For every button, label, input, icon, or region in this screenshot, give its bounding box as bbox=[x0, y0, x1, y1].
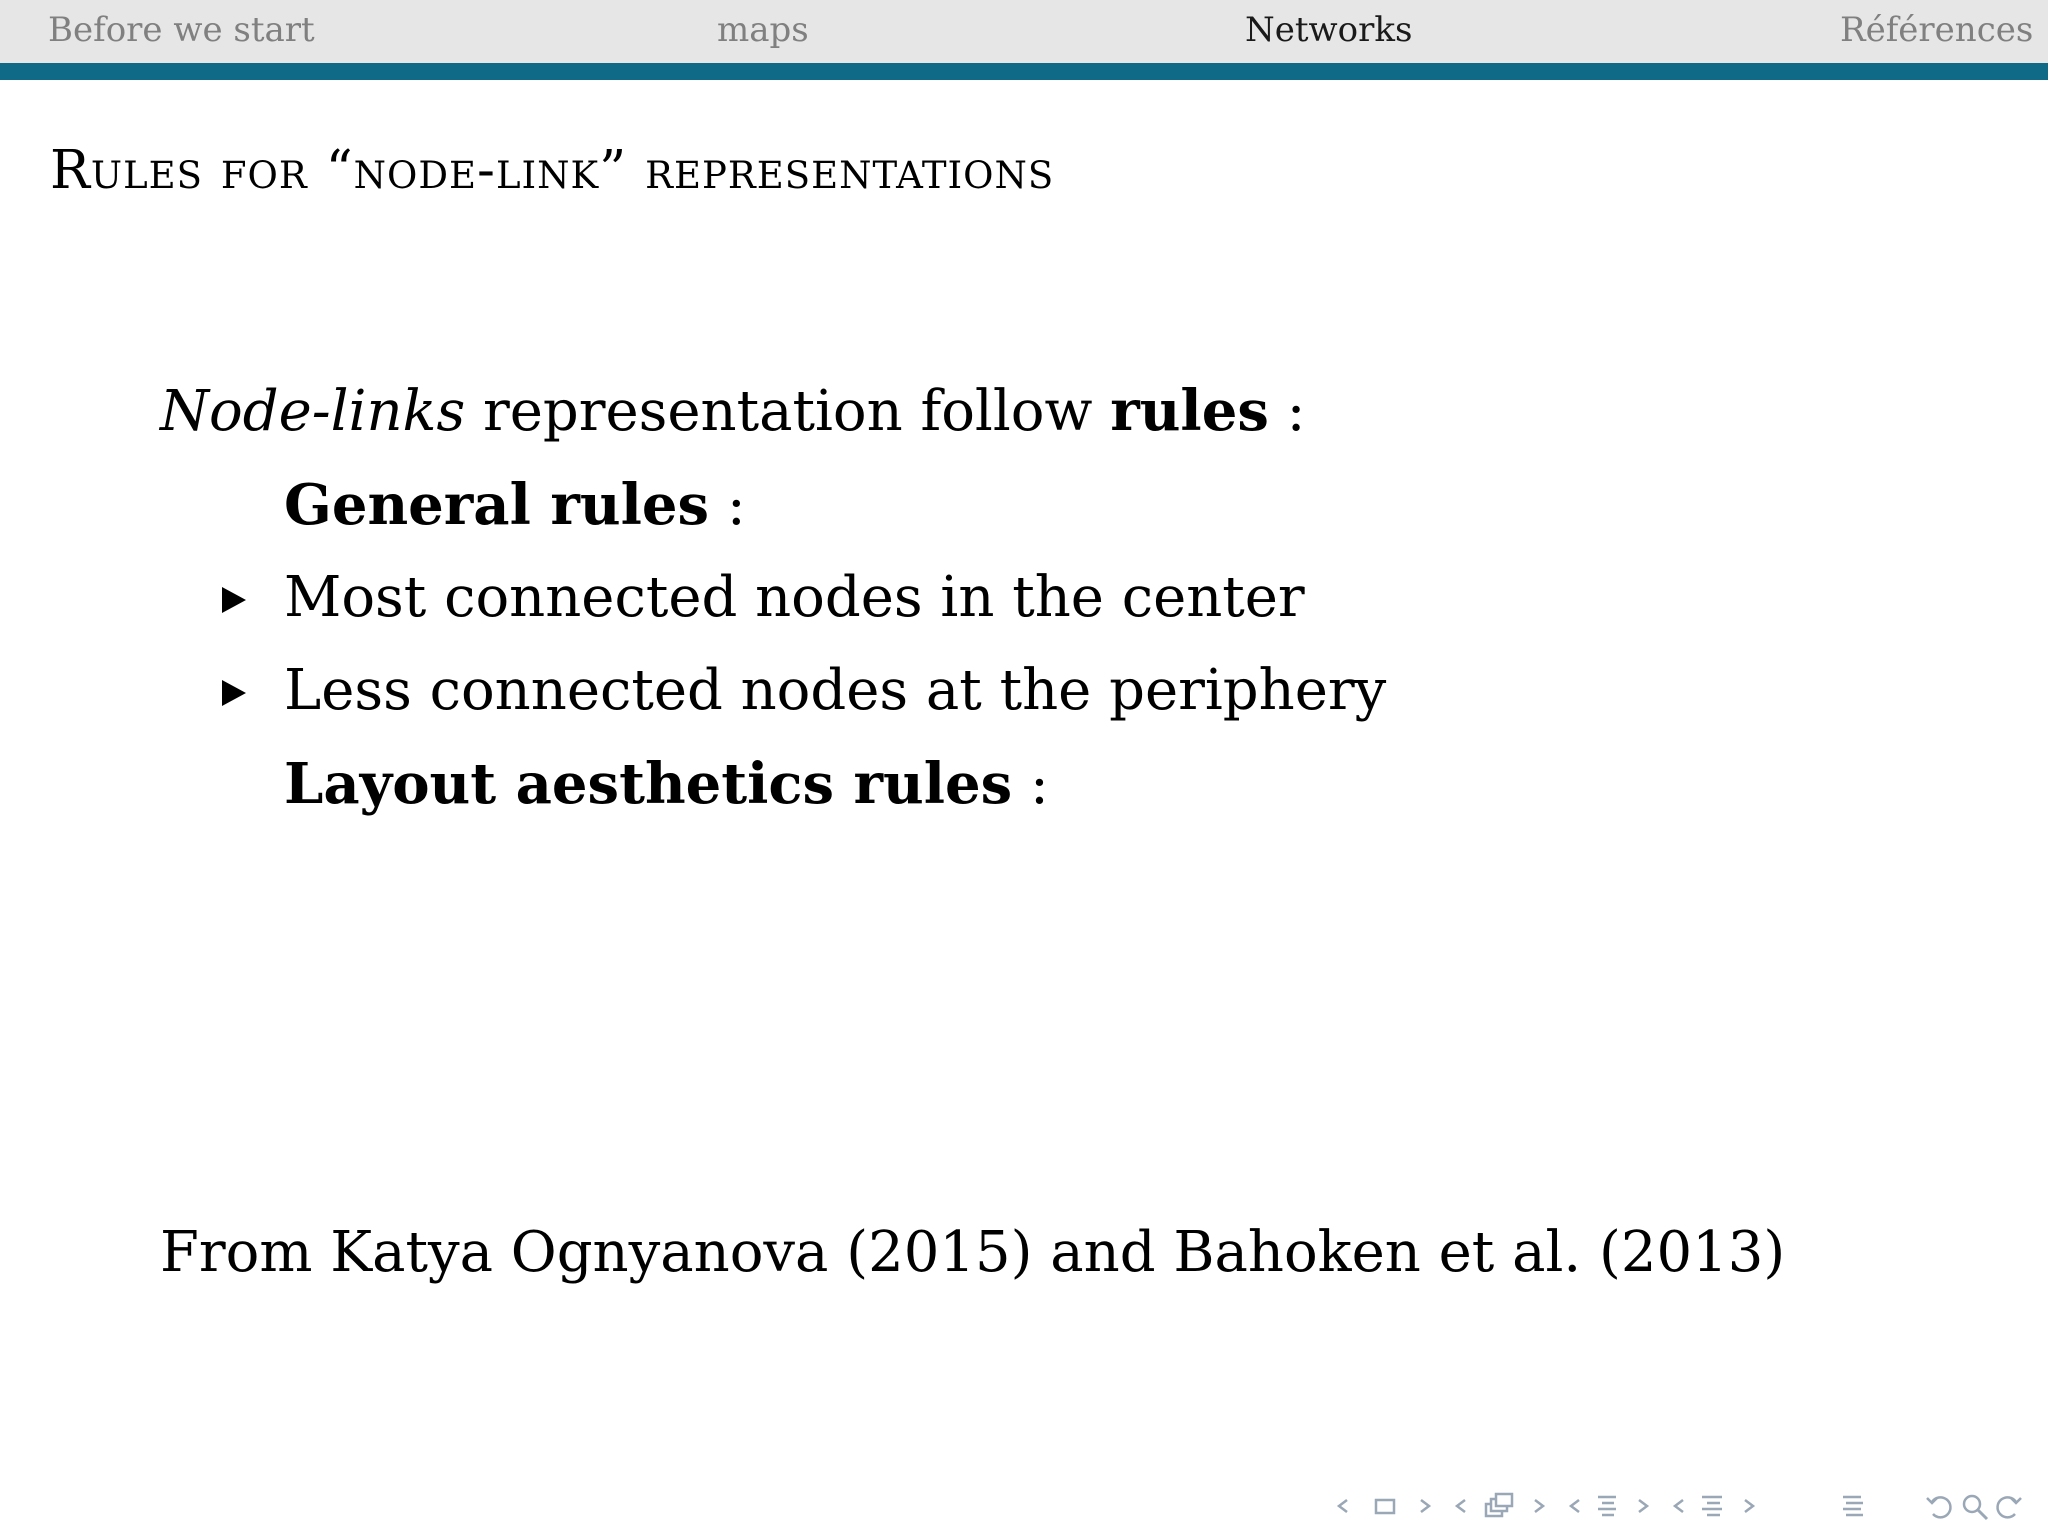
redo-icon[interactable] bbox=[1994, 1490, 2024, 1522]
section-icon[interactable] bbox=[1698, 1490, 1726, 1522]
intro-italic-term: Node-links bbox=[160, 379, 466, 444]
prev-subsection-icon[interactable] bbox=[1568, 1490, 1582, 1522]
general-rules-heading bbox=[284, 469, 746, 542]
source-citation: From Katya Ognyanova (2015) and Bahoken et al. (2013) bbox=[160, 1220, 1786, 1285]
layout-rules-heading bbox=[284, 748, 1049, 821]
next-section-icon[interactable] bbox=[1742, 1490, 1756, 1522]
intro-bold-term: rules bbox=[1110, 378, 1269, 444]
nav-section-references[interactable]: Références bbox=[1840, 10, 2034, 50]
nav-accent-rule bbox=[0, 63, 2048, 80]
nav-section-networks[interactable]: Networks bbox=[1245, 10, 1413, 50]
bullet-icon bbox=[222, 587, 246, 613]
prev-slide-icon[interactable] bbox=[1336, 1490, 1350, 1522]
layout-rules-label: Layout aesthetics rules bbox=[284, 751, 1013, 817]
slide-icon[interactable] bbox=[1374, 1490, 1396, 1522]
intro-suffix: : bbox=[1268, 379, 1306, 444]
intro-text: representation follow bbox=[465, 379, 1111, 444]
general-rules-label: General rules bbox=[284, 472, 710, 538]
section-nav-bar bbox=[0, 0, 2048, 63]
layout-rules-suffix: : bbox=[1012, 752, 1049, 817]
beamer-nav-controls bbox=[1336, 1490, 2026, 1522]
search-icon[interactable] bbox=[1960, 1490, 1990, 1522]
toc-icon[interactable] bbox=[1840, 1490, 1866, 1522]
next-subsection-icon[interactable] bbox=[1636, 1490, 1650, 1522]
intro-line bbox=[160, 375, 1306, 448]
general-rule-item: Most connected nodes in the center bbox=[284, 565, 1305, 630]
nav-section-before-we-start[interactable]: Before we start bbox=[48, 10, 315, 50]
general-rule-item: Less connected nodes at the periphery bbox=[284, 658, 1387, 723]
subsection-icon[interactable] bbox=[1594, 1490, 1620, 1522]
next-slide-icon[interactable] bbox=[1418, 1490, 1432, 1522]
frame-icon[interactable] bbox=[1484, 1490, 1514, 1522]
prev-frame-icon[interactable] bbox=[1454, 1490, 1468, 1522]
undo-icon[interactable] bbox=[1924, 1490, 1954, 1522]
nav-section-maps[interactable]: maps bbox=[717, 10, 809, 50]
prev-section-icon[interactable] bbox=[1672, 1490, 1686, 1522]
slide-title: Rules for “node-link” representations bbox=[50, 140, 1055, 201]
general-rules-suffix: : bbox=[709, 473, 746, 538]
bullet-icon bbox=[222, 680, 246, 706]
next-frame-icon[interactable] bbox=[1532, 1490, 1546, 1522]
